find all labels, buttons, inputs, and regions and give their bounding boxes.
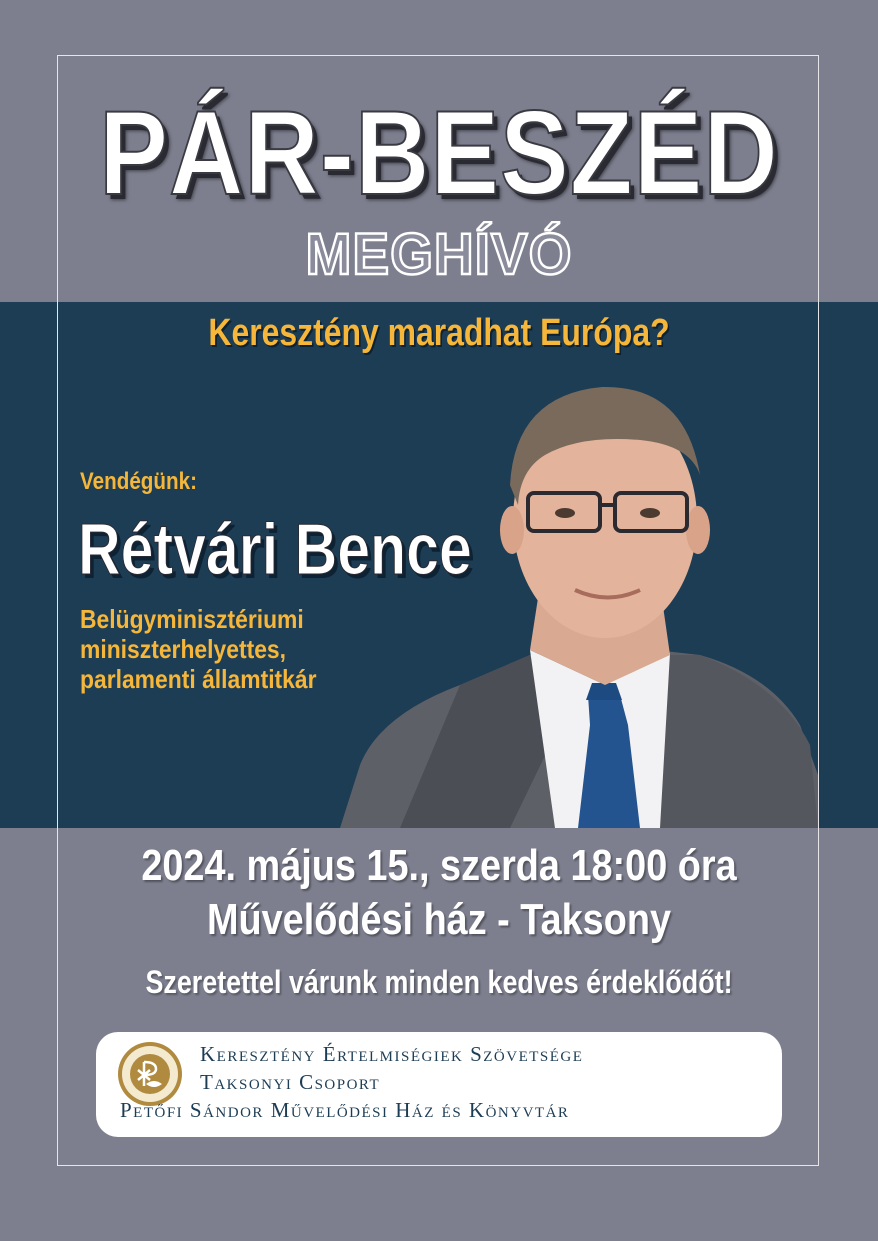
event-date-time: 2024. május 15., szerda 18:00 óra [141,841,737,890]
organizer-line: Petőfi Sándor Művelődési Ház és Könyvtár [120,1098,570,1122]
guest-title-line: miniszterhelyettes, [80,634,287,664]
event-venue: Művelődési ház - Taksony [206,895,671,944]
guest-label: Vendégünk: [80,468,197,495]
event-question: Keresztény maradhat Európa? [208,312,670,354]
guest-name: Rétvári Bence [78,510,472,590]
guest-title-line: parlamenti államtitkár [80,664,317,694]
organizer-line: Keresztény Értelmiségiek Szövetsége [200,1042,584,1066]
poster-subtitle: MEGHÍVÓ [305,222,573,287]
poster-title: PÁR-BESZÉD [99,86,779,220]
organizers-box [96,1032,782,1137]
organizer-line: Taksonyi Csoport [200,1070,381,1094]
guest-title-line: Belügyminisztériumi [80,604,304,634]
guest-title [80,604,317,694]
welcome-message: Szeretettel várunk minden kedves érdeklődőt! [145,964,733,1000]
